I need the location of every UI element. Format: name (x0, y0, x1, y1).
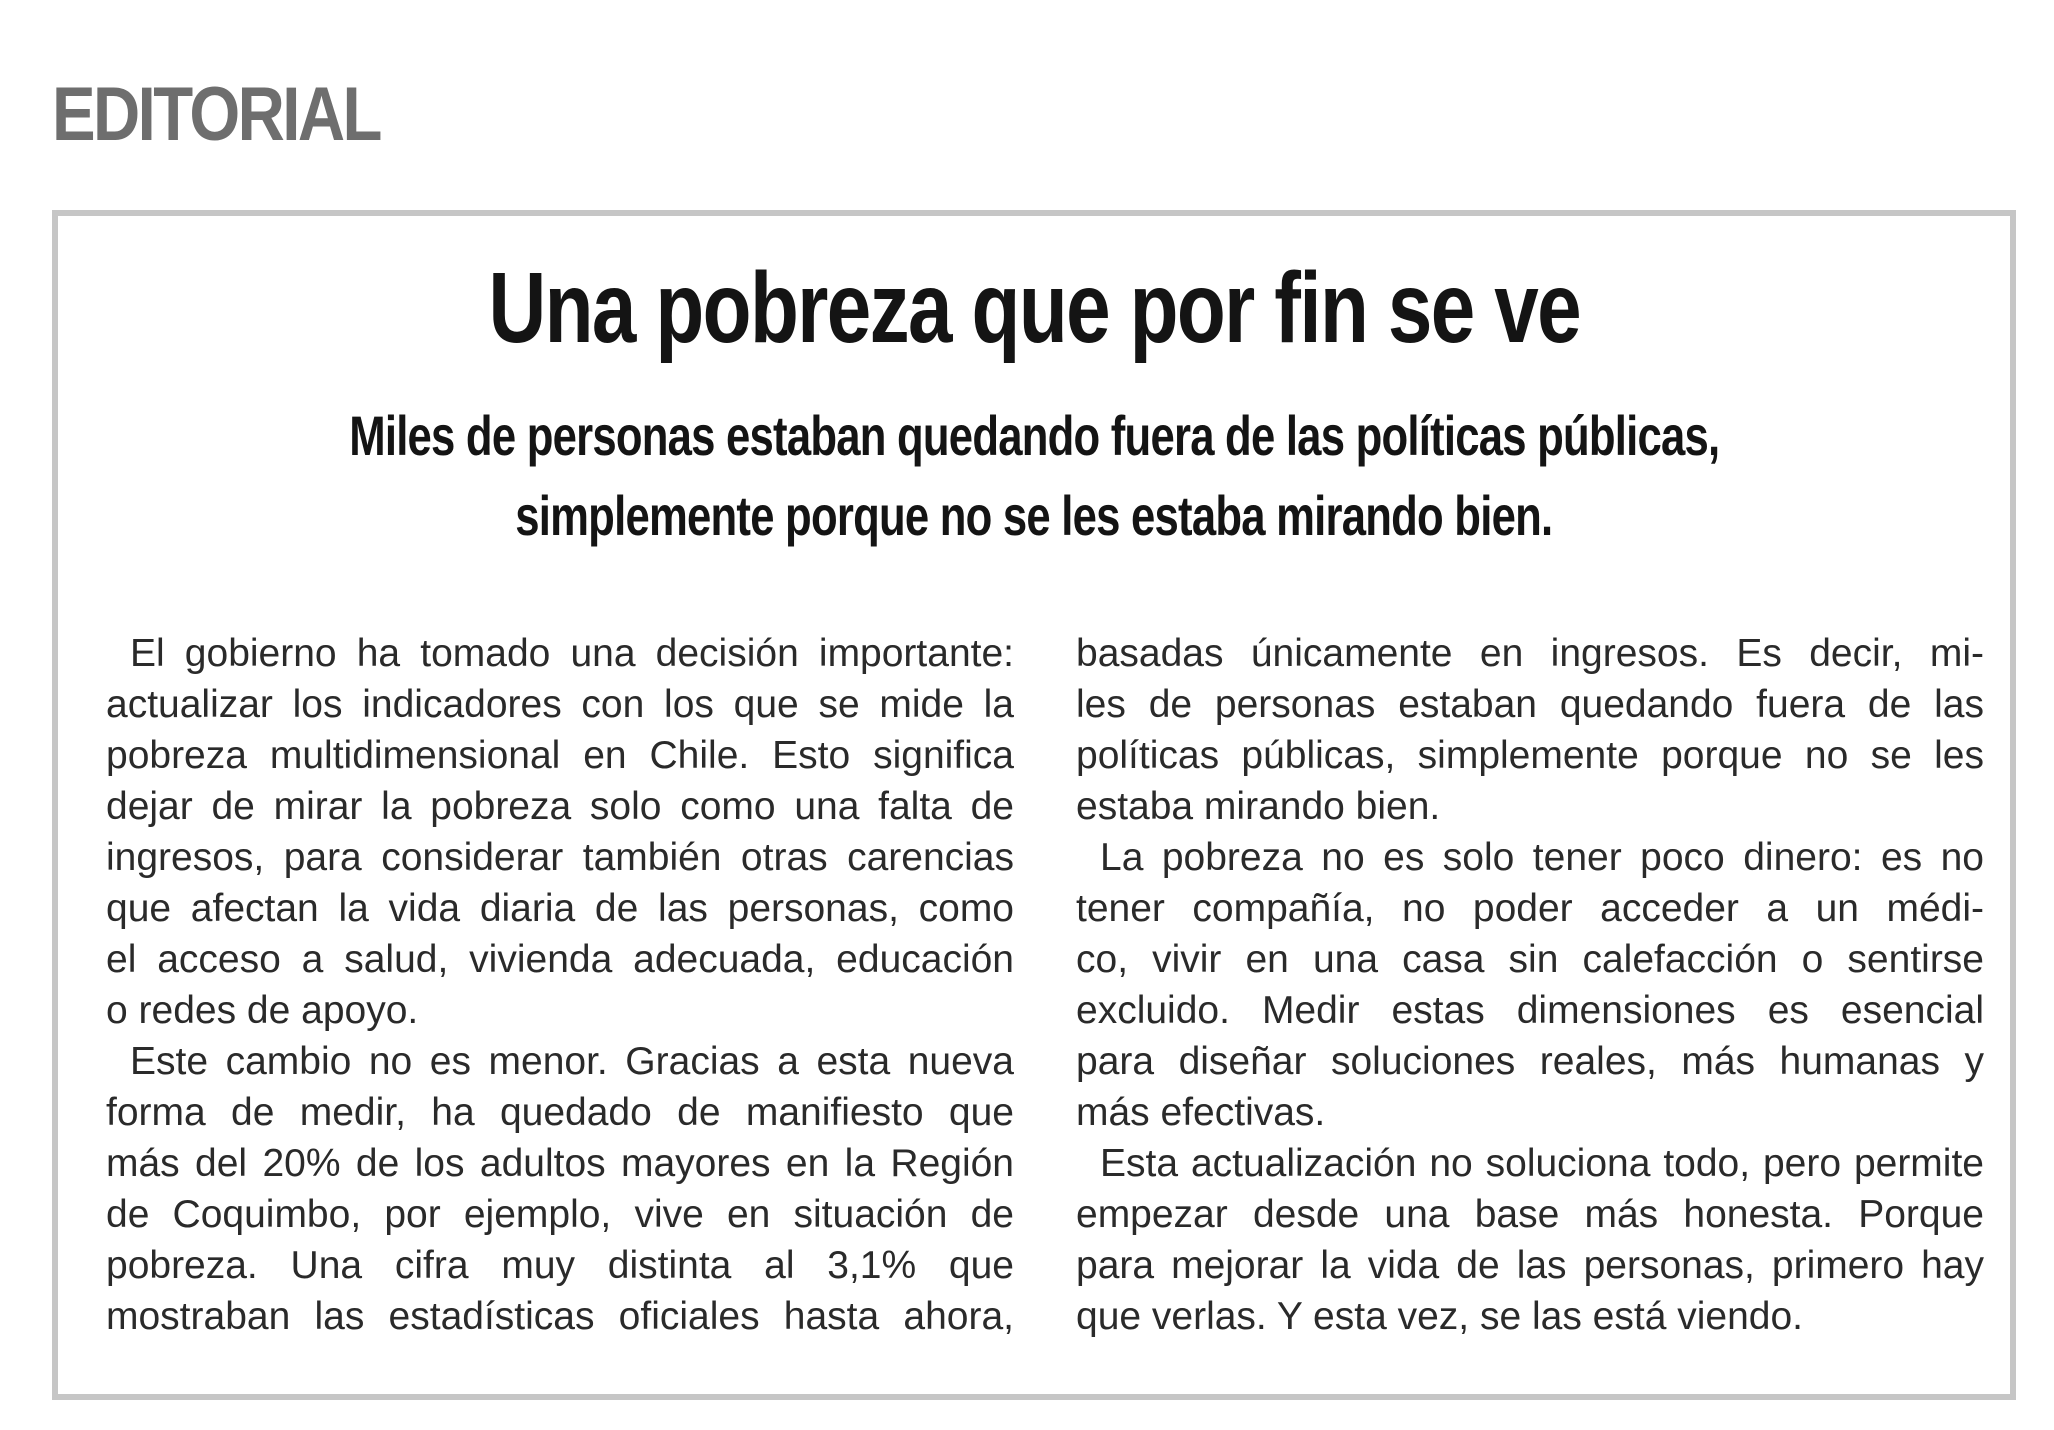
body-line: de Coquimbo, por ejemplo, vive en situación de (106, 1193, 1014, 1236)
body-line: más del 20% de los adultos mayores en la Región (106, 1142, 1014, 1185)
body-line: pobreza. Una cifra muy distinta al 3,1% que (106, 1244, 1014, 1287)
subheadline (58, 396, 2010, 556)
body-line: o redes de apoyo. (106, 989, 419, 1032)
body-line: pobreza multidimensional en Chile. Esto significa (106, 734, 1014, 777)
body-line: Esta actualización no soluciona todo, pero permite (1100, 1142, 1984, 1185)
body-line: más efectivas. (1076, 1091, 1326, 1134)
body-line: empezar desde una base más honesta. Porque (1076, 1193, 1984, 1236)
body-line: tener compañía, no poder acceder a un médi- (1076, 887, 1984, 930)
body-line: El gobierno ha tomado una decisión importante: (130, 632, 1014, 675)
body-line: basadas únicamente en ingresos. Es decir, mi- (1076, 632, 1984, 675)
section-label: EDITORIAL (52, 72, 380, 157)
body-column-right (1076, 628, 1984, 1342)
body-line: que verlas. Y esta vez, se las está viendo. (1076, 1295, 1803, 1338)
subheadline-line-2: simplemente porque no se les estaba mirando bien. (515, 484, 1553, 547)
body-column-left (106, 628, 1014, 1342)
body-line: actualizar los indicadores con los que se mide la (106, 683, 1014, 726)
body-line: co, vivir en una casa sin calefacción o sentirse (1076, 938, 1984, 981)
body-line: que afectan la vida diaria de las personas, como (106, 887, 1014, 930)
body-line: para mejorar la vida de las personas, primero hay (1076, 1244, 1984, 1287)
body-line: ingresos, para considerar también otras carencias (106, 836, 1014, 879)
body-line: el acceso a salud, vivienda adecuada, educación (106, 938, 1014, 981)
body-line: La pobreza no es solo tener poco dinero: es no (1100, 836, 1984, 879)
body-line: les de personas estaban quedando fuera de las (1076, 683, 1984, 726)
body-line: estaba mirando bien. (1076, 785, 1441, 828)
body-line: mostraban las estadísticas oficiales hasta ahora, (106, 1295, 1014, 1338)
editorial-box (52, 210, 2016, 1400)
headline: Una pobreza que por fin se ve (488, 252, 1580, 364)
body-line: dejar de mirar la pobreza solo como una falta de (106, 785, 1014, 828)
body-line: para diseñar soluciones reales, más humanas y (1076, 1040, 1984, 1083)
body-line: forma de medir, ha quedado de manifiesto que (106, 1091, 1014, 1134)
subheadline-line-1: Miles de personas estaban quedando fuera de las políticas públicas, (348, 404, 1720, 467)
body-line: Este cambio no es menor. Gracias a esta nueva (130, 1040, 1014, 1083)
body-line: políticas públicas, simplemente porque no se les (1076, 734, 1984, 777)
body-line: excluido. Medir estas dimensiones es esencial (1076, 989, 1984, 1032)
